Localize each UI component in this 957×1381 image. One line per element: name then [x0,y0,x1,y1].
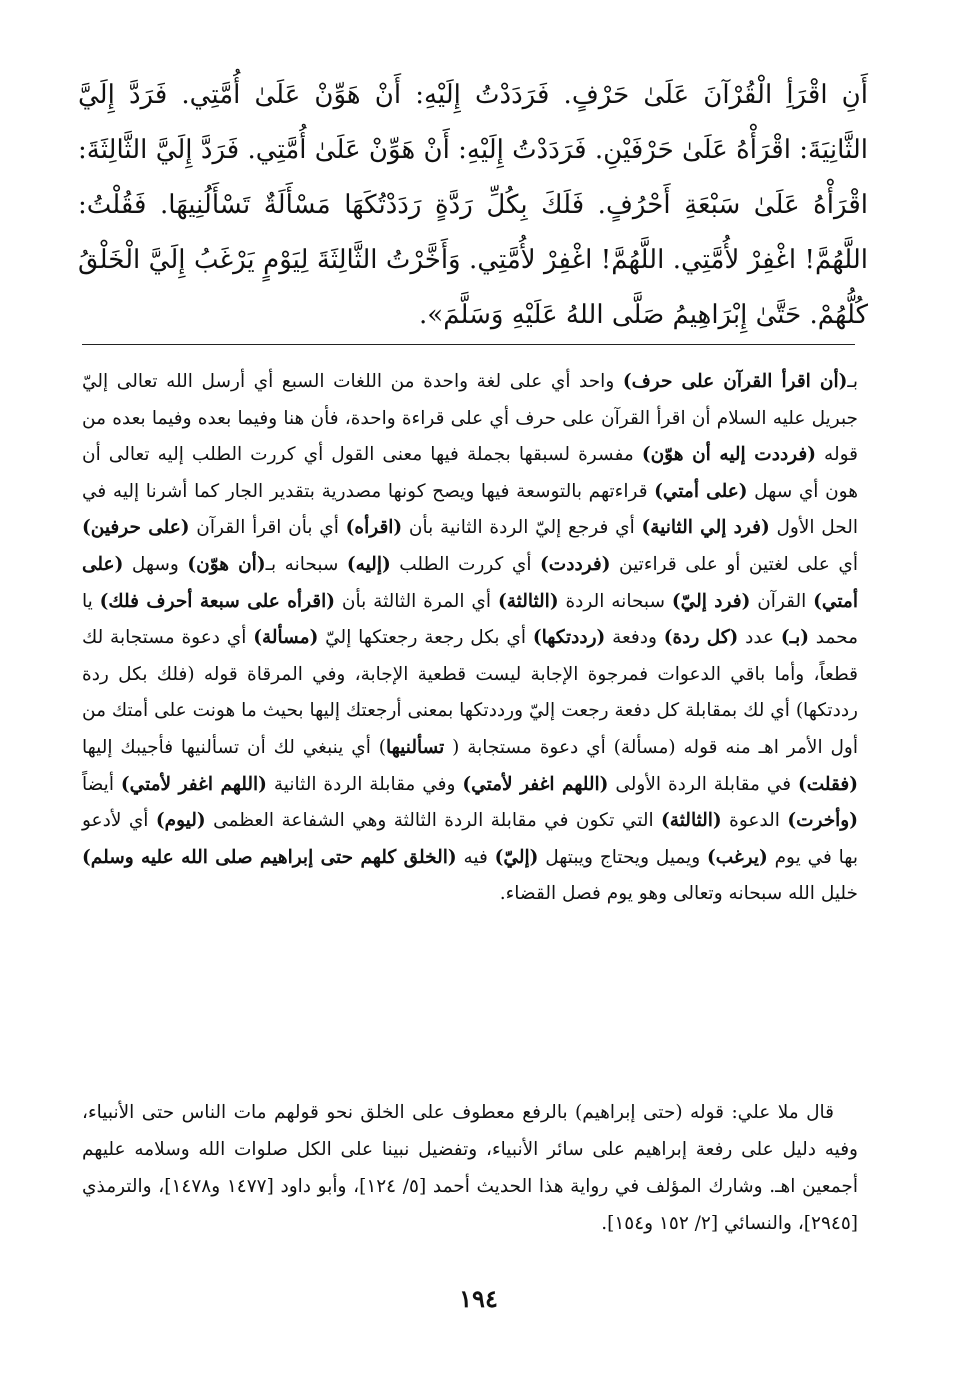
commentary-block [82,364,858,913]
quoted-phrase: (أن هوّن) [187,553,266,575]
footnote-separator-line [82,344,855,345]
commentary-text: خليل الله سبحانه وتعالى وهو يوم فصل القضاء. [499,883,858,905]
commentary-text: أي دعوة مستجابة لك قطعاً، وأما باقي الدعوات فمرجوة الإجابة ليست قطعية الإجابة، وفي المرقاة قوله (فلك بكل ردة رددتكها) أي لك بمقابلة كل دفعة رجعت إليّ ورددتكها بمعنى أرجعتك إليها بحيث ما هونت على أمتك من أول الأمر اهـ منه قوله (مسألة) أي دعوة مستجابة ( [82,627,858,758]
commentary-text: قراءتهم بالتوسعة فيها ويصح كونها مصدرية بتقدير الجار كما أشرنا إليه في الحل الأول [82,480,858,539]
commentary-text: وسهل [123,553,188,575]
commentary-text: مفسرة لسبقها بجملة فيها معنى القول أي كررت الطلب إليه تعالى أن هون أي سهل [82,444,858,502]
commentary-paragraph [82,364,858,913]
commentary-text: في مقابلة الردة الأولى [608,773,798,795]
commentary-text: واحد أي على لغة واحدة من اللغات السبع أي أرسل الله تعالى إليّ جبريل عليه السلام أن اقرأ القرآن على حرف أي على قراءة واحدة، فأن هنا وفيما بعده وفيما بعده من قوله [82,371,858,466]
commentary-text: يا محمد [82,590,859,649]
commentary-text: أي فرجع إليّ الردة الثانية بأن [402,517,642,539]
quoted-phrase: (على أمتي) [82,553,858,612]
page-number: ١٩٤ [459,1284,498,1313]
commentary-text: القرآن [750,590,814,612]
quoted-phrase: (فرددت) [540,553,611,575]
commentary-text: سبحانه بـ [265,553,347,575]
commentary-text: أي كررت الطلب [390,553,541,575]
commentary-text: عدد [738,627,781,649]
quoted-phrase: (اللهم اغفر لأمتي) [120,773,267,795]
commentary-text: وفي مقابلة الردة الثانية [266,773,463,795]
commentary-text: ويميل ويحتاج ويبتهل [538,846,708,868]
commentary-text: ودفعة [605,627,664,649]
quoted-phrase: (اقرأه) [345,517,403,539]
commentary-text: أي على لغتين أو على قراءتين [610,553,858,575]
quoted-phrase: (ليوم) [155,810,206,832]
quoted-phrase: (اللهم اغفر لأمتي) [462,773,609,795]
commentary-text: الدعوة [721,810,788,832]
quoted-phrase: (الثالثة) [661,810,722,832]
commentary-text: التي تكون في مقابلة الردة الثالثة وهي الشفاعة العظمى [205,810,662,832]
quoted-phrase: (رددتكها) [532,627,606,649]
quoted-phrase: (فرد إلي الثانية) [641,517,770,539]
quoted-phrase: (فرددت إليه أن هوّن) [641,444,816,466]
quoted-phrase: تسألنيها [385,736,445,758]
quoted-phrase: (الثالثة) [497,590,559,612]
quoted-phrase: (مسألة) [253,627,319,649]
commentary-text: سبحانه الردة [558,590,672,612]
commentary-text: بـ [847,371,858,392]
commentary-text: أي المرة الثالثة بأن [335,590,498,612]
quoted-phrase: (بـ) [780,627,809,649]
quoted-phrase: (إليه) [346,553,391,575]
quoted-phrase: (فرد إليّ) [671,590,751,612]
commentary-text: أي بأن اقرأ القرآن [189,517,346,539]
quoted-phrase: (اقرأه على سبعة أحرف فلك) [99,590,336,612]
closing-note-block [82,1094,858,1242]
commentary-text: فيه [456,846,495,868]
closing-note-paragraph: قال ملا علي: قوله (حتى إبراهيم) بالرفع معطوف على الخلق نحو قولهم مات الناس حتى الأنبياء، وفيه دليل على رفعة إبراهيم على سائر الأنبياء، وتفضيل نبينا على الكل صلوات الله وسلامه عليهم أجمعين اهـ. وشارك المؤلف في رواية هذا الحديث أحمد [٥/ ١٢٤]، وأبو داود [١٤٧٧ و١٤٧٨]، والترمذي [٢٩٤٥]، والنسائي [٢/ ١٥٢ و١٥٤]. [82,1102,858,1234]
commentary-text: أي لأدعو بها في يوم [82,810,858,868]
hadith-paragraph: أَنِ اقْرَأِ الْقُرْآنَ عَلَىٰ حَرْفٍ. فَرَدَدْتُ إِلَيْهِ: أَنْ هَوِّنْ عَلَىٰ أُمَّتِي. فَرَدَّ إِلَيَّ الثَّانِيَةَ: اقْرَأْهُ عَلَىٰ حَرْفَيْنِ. فَرَدَدْتُ إِلَيْهِ: أَنْ هَوِّنْ عَلَىٰ أُمَّتِي. فَرَدَّ إِلَيَّ الثَّالِثَةَ: اقْرَأْهُ عَلَىٰ سَبْعَةِ أَحْرُفٍ. فَلَكَ بِكُلِّ رَدَّةٍ رَدَدْتُكَهَا مَسْأَلَةٌ تَسْأَلُنِيهَا. فَقُلْتُ: اللَّهُمَّ! اغْفِرْ لأُمَّتِي. اللَّهُمَّ! اغْفِرْ لأُمَّتِي. وَأَخَّرْتُ الثَّالِثَةَ لِيَوْمٍ يَرْغَبُ إِلَيَّ الْخَلْقُ كُلُّهُمْ. حَتَّىٰ إِبْرَاهِيمُ صَلَّى اللهُ عَلَيْهِ وَسَلَّمَ». [78,80,868,330]
quoted-phrase: (فقلت) [797,773,858,795]
commentary-text: أي بكل رجعة رجعتكها إليّ [318,627,533,649]
quoted-phrase: (كل ردة) [663,627,739,649]
quoted-phrase: (الخلق كلهم حتى إبراهيم صلى الله عليه وسلم) [82,846,457,868]
quoted-phrase: (إليّ) [494,846,539,868]
hadith-text-block [78,68,868,343]
quoted-phrase: (على حرفين) [82,517,190,539]
quoted-phrase: (أن اقرأ القرآن على حرف) [622,371,848,392]
quoted-phrase: (وأخرت) [787,810,858,832]
commentary-text: أيضاً [82,773,121,795]
commentary-text: ) أي ينبغي لك أن تسألنيها فأجيبك إليها [82,736,386,758]
quoted-phrase: (يرغب) [707,846,768,868]
quoted-phrase: (على أمتي) [654,480,748,502]
